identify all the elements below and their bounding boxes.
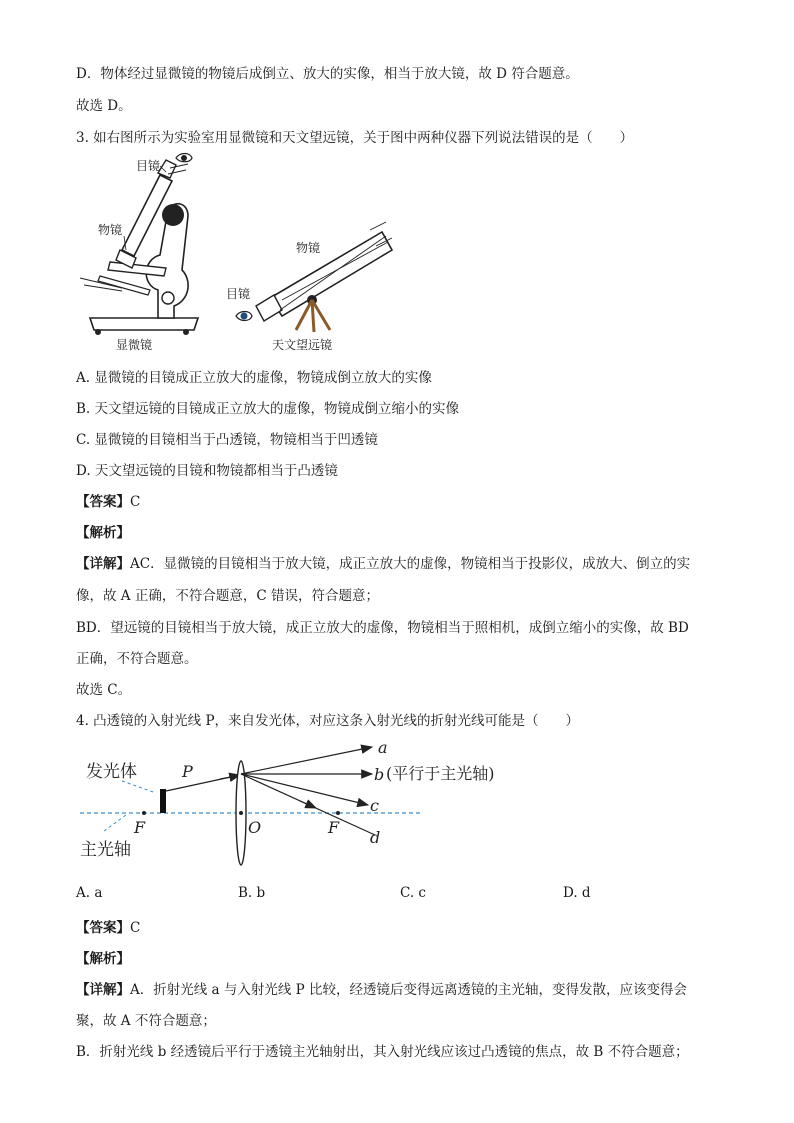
- label-b: b: [374, 765, 385, 784]
- microscope-base: [90, 318, 198, 330]
- label-objective: 物镜: [98, 223, 123, 237]
- option-c: C. c: [400, 885, 426, 901]
- label-F-right: F: [328, 818, 340, 837]
- q4-options: [76, 885, 736, 905]
- option-d: D. 天文望远镜的目镜和物镜都相当于凸透镜: [76, 463, 338, 479]
- answer: 【答案】C: [76, 920, 141, 936]
- analysis-heading: 【解析】: [76, 951, 130, 967]
- label-eyepiece: 目镜: [226, 287, 251, 301]
- microscope-caption: 显微镜: [116, 338, 153, 352]
- figure-microscope-telescope: [70, 150, 400, 355]
- light-source: [160, 789, 166, 813]
- question-4: 4. 凸透镜的入射光线 P，来自发光体，对应这条入射光线的折射光线可能是（ ）: [76, 713, 580, 729]
- detail-line: 【详解】AC．显微镜的目镜相当于放大镜，成正立放大的虚像，物镜相当于投影仪，成放大、倒立的实: [76, 556, 691, 572]
- label-axis: 主光轴: [80, 840, 131, 860]
- detail-line: 【详解】A．折射光线 a 与入射光线 P 比较，经透镜后变得远离透镜的主光轴，变得发散，应该变得会: [76, 982, 688, 998]
- ray-c: [241, 774, 368, 805]
- option-b: B. 天文望远镜的目镜成正立放大的虚像，物镜成倒立缩小的实像: [76, 401, 460, 417]
- label-objective: 物镜: [296, 241, 321, 255]
- figure-lens-rays: [70, 735, 540, 875]
- option-a: A. 显微镜的目镜成正立放大的虚像，物镜成倒立放大的实像: [76, 370, 432, 386]
- ray-a: [241, 747, 372, 774]
- label-a: a: [378, 738, 388, 757]
- text-line: D．物体经过显微镜的物镜后成倒立、放大的实像，相当于放大镜，故 D 符合题意。: [76, 66, 579, 82]
- label-b-note: (平行于主光轴): [386, 764, 495, 783]
- label-P: P: [182, 762, 193, 781]
- telescope-caption: 天文望远镜: [272, 338, 333, 352]
- option-b: B. b: [238, 885, 266, 901]
- option-a: A. a: [76, 885, 103, 901]
- detail-line: 故选 C。: [76, 682, 132, 698]
- label-source: 发光体: [86, 762, 137, 782]
- answer: 【答案】C: [76, 494, 141, 510]
- option-d: D. d: [563, 885, 591, 901]
- analysis-heading: 【解析】: [76, 525, 130, 541]
- label-d: d: [370, 828, 381, 847]
- detail-line: B．折射光线 b 经透镜后平行于透镜主光轴射出，其入射光线应该过凸透镜的焦点，故 B 不符合题意；: [76, 1044, 689, 1060]
- question-3: 3. 如右图所示为实验室用显微镜和天文望远镜，关于图中两种仪器下列说法错误的是（ ）: [76, 130, 634, 146]
- detail-line: 聚，故 A 不符合题意；: [76, 1013, 216, 1029]
- label-eyepiece: 目镜: [136, 159, 161, 173]
- label-F-left: F: [134, 818, 146, 837]
- text-line: 故选 D。: [76, 98, 132, 114]
- detail-line: 正确，不符合题意。: [76, 651, 198, 667]
- label-c: c: [370, 796, 379, 815]
- detail-line: BD．望远镜的目镜相当于放大镜，成正立放大的虚像，物镜相当于照相机，成倒立缩小的实像，故 BD: [76, 620, 689, 636]
- option-c: C. 显微镜的目镜相当于凸透镜，物镜相当于凹透镜: [76, 432, 378, 448]
- detail-line: 像，故 A 正确，不符合题意，C 错误，符合题意；: [76, 588, 379, 604]
- label-O: O: [248, 818, 262, 837]
